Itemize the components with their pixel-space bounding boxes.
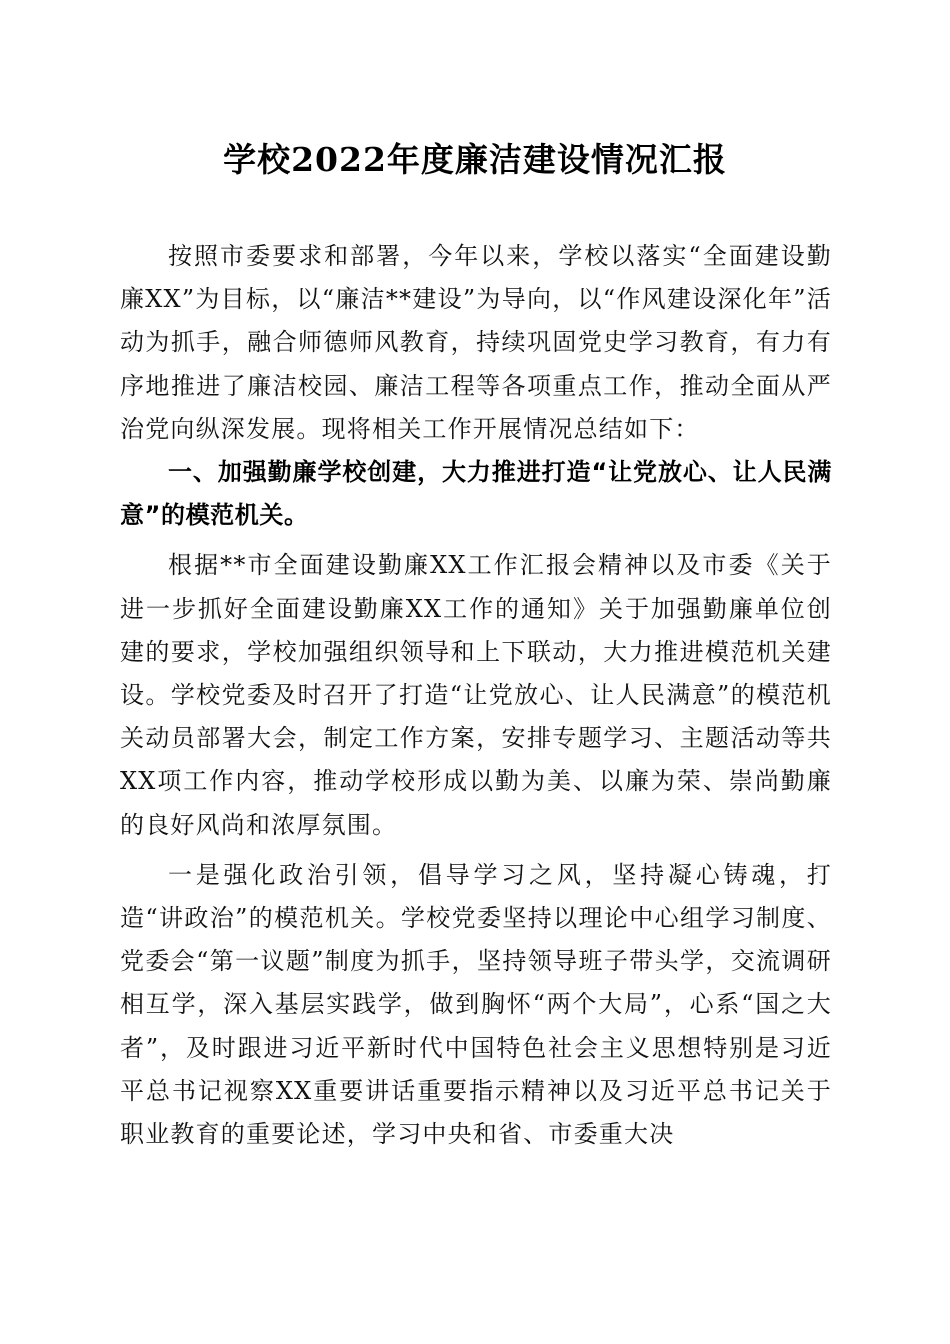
intro-paragraph: 按照市委要求和部署，今年以来，学校以落实“全面建设勤廉XX”为目标，以“廉洁**建设”为导向，以“作风建设深化年”活动为抓手，融合师德师风教育，持续巩固党史学习教育，有力有序地推进了廉洁校园、廉洁工程等各项重点工作，推动全面从严治党向纵深发展。现将相关工作开展情况总结如下：	[120, 242, 832, 443]
body-paragraph: 根据**市全面建设勤廉XX工作汇报会精神以及市委《关于进一步抓好全面建设勤廉XX工作的通知》关于加强勤廉单位创建的要求，学校加强组织领导和上下联动，大力推进模范机关建设。学校党委及时召开了打造“让党放心、让人民满意”的模范机关动员部署大会，制定工作方案，安排专题学习、主题活动等共XX项工作内容，推动学校形成以勤为美、以廉为荣、崇尚勤廉的良好风尚和浓厚氛围。	[120, 551, 832, 839]
document-body	[120, 235, 832, 1156]
body-paragraph: 一是强化政治引领，倡导学习之风，坚持凝心铸魂，打造“讲政治”的模范机关。学校党委坚持以理论中心组学习制度、党委会“第一议题”制度为抓手，坚持领导班子带头学，交流调研相互学，深入基层实践学，做到胸怀“两个大局”，心系“国之大者”，及时跟进习近平新时代中国特色社会主义思想特别是习近平总书记视察XX重要讲话重要指示精神以及习近平总书记关于职业教育的重要论述，学习中央和省、市委重大决	[120, 860, 832, 1149]
section-heading-1: 一、加强勤廉学校创建，大力推进打造“让党放心、让人民满意”的模范机关。	[120, 458, 832, 530]
document-title: 学校2022年度廉洁建设情况汇报	[223, 140, 727, 179]
